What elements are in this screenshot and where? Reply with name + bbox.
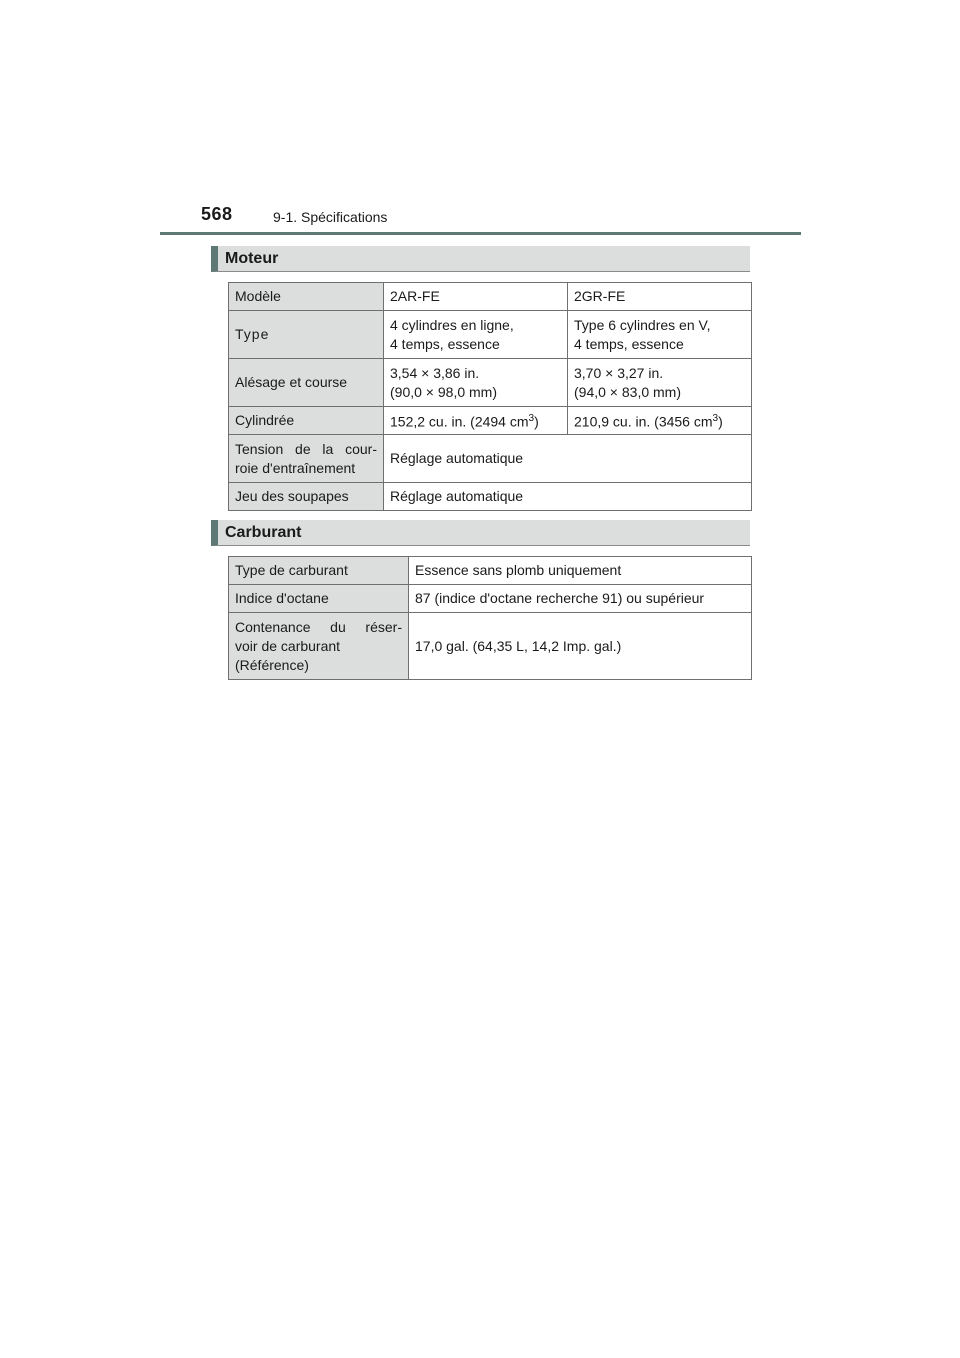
table-row — [229, 311, 752, 359]
table-row — [229, 435, 752, 483]
header-divider — [160, 232, 801, 235]
cell-2ar-fe — [384, 359, 568, 407]
label-line: roie d'entraînement — [235, 459, 356, 476]
table-row — [229, 359, 752, 407]
fuel-section-title: Carburant — [225, 524, 302, 541]
fuel-section-heading — [211, 520, 750, 546]
superscript: 3 — [712, 413, 719, 425]
table-row — [229, 557, 752, 585]
cell-line: (90,0 × 98,0 mm) — [390, 383, 497, 400]
row-label: Type — [229, 311, 384, 359]
cell-line: 4 temps, essence — [390, 335, 500, 352]
cell-value: Réglage automatique — [384, 435, 752, 483]
label-line: Tension de la cour- — [235, 440, 377, 457]
engine-spec-table — [228, 282, 752, 511]
row-label: Modèle — [229, 283, 384, 311]
row-label: Alésage et course — [229, 359, 384, 407]
cell-line: 3,70 × 3,27 in. — [574, 364, 664, 381]
cell-line: (94,0 × 83,0 mm) — [574, 383, 681, 400]
cell-2gr-fe: 2GR-FE — [568, 283, 752, 311]
engine-section-title: Moteur — [225, 250, 279, 267]
table-row — [229, 613, 752, 680]
row-label — [229, 613, 409, 680]
row-label: Jeu des soupapes — [229, 483, 384, 511]
cell-line: 4 cylindres en ligne, — [390, 316, 514, 333]
section-title: 9-1. Spécifications — [273, 209, 388, 225]
cell-value: Essence sans plomb uniquement — [409, 557, 752, 585]
cell-2gr-fe — [568, 311, 752, 359]
label-line: Contenance du réser- — [235, 618, 402, 635]
table-row — [229, 585, 752, 613]
cell-text: 210,9 cu. in. (3456 cm — [574, 413, 713, 430]
row-label — [229, 435, 384, 483]
cell-line: 3,54 × 3,86 in. — [390, 364, 480, 381]
cell-value: Réglage automatique — [384, 483, 752, 511]
row-label: Indice d'octane — [229, 585, 409, 613]
label-line: voir de carburant — [235, 637, 341, 654]
row-label: Cylindrée — [229, 407, 384, 435]
label-line: (Référence) — [235, 656, 309, 673]
cell-2ar-fe — [384, 407, 568, 435]
cell-2gr-fe — [568, 359, 752, 407]
fuel-spec-table — [228, 556, 752, 680]
table-row — [229, 483, 752, 511]
cell-2gr-fe — [568, 407, 752, 435]
cell-text: ) — [718, 413, 723, 430]
table-row — [229, 407, 752, 435]
cell-text: 152,2 cu. in. (2494 cm — [390, 413, 529, 430]
superscript: 3 — [528, 413, 535, 425]
table-row — [229, 283, 752, 311]
engine-section-heading — [211, 246, 750, 272]
page-number: 568 — [201, 204, 233, 224]
row-label: Type de carburant — [229, 557, 409, 585]
cell-line: Type 6 cylindres en V, — [574, 316, 711, 333]
cell-value: 17,0 gal. (64,35 L, 14,2 Imp. gal.) — [409, 613, 752, 680]
cell-2ar-fe: 2AR-FE — [384, 283, 568, 311]
cell-line: 4 temps, essence — [574, 335, 684, 352]
cell-text: ) — [534, 413, 539, 430]
cell-2ar-fe — [384, 311, 568, 359]
cell-value: 87 (indice d'octane recherche 91) ou supérieur — [409, 585, 752, 613]
